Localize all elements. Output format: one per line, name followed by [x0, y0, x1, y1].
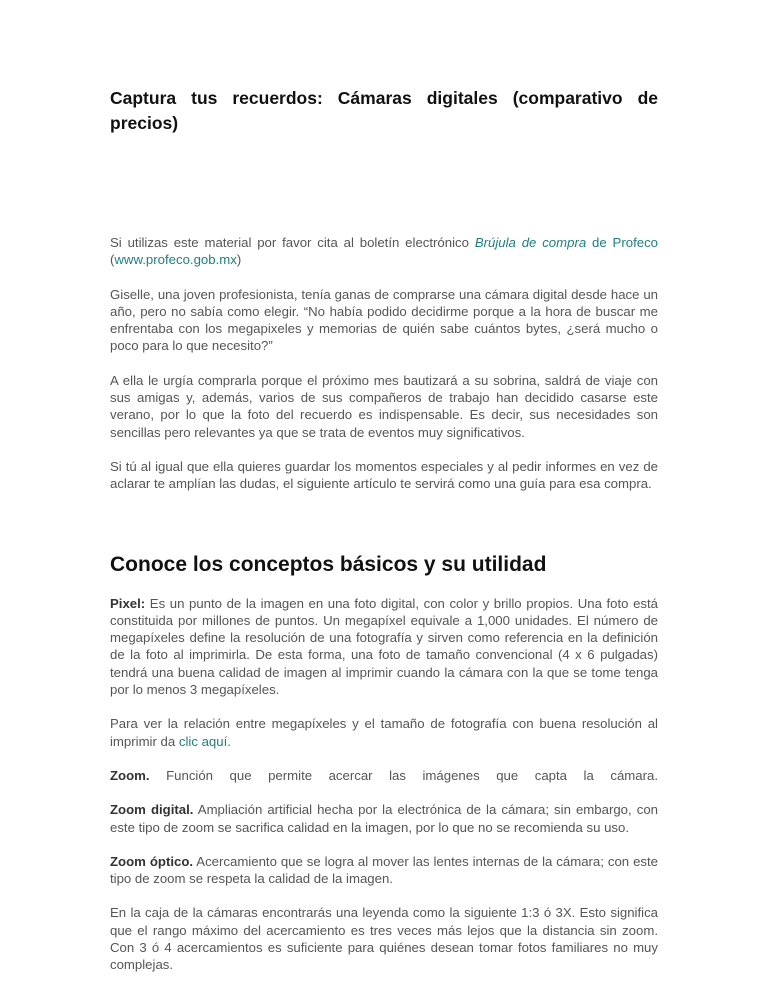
intro-paragraph: A ella le urgía comprarla porque el próximo mes bautizará a su sobrina, saldrá de viaje con sus amigas y, además, varios de sus compañeros de trabajo han decidido casarse este verano, por lo que la foto del recuerdo es indispensable. Es decir, sus necesidades son sencillas pero relevantes ya que se trata de eventos muy significativos. [110, 372, 658, 440]
section-heading: Conoce los conceptos básicos y su utilidad [110, 552, 547, 576]
intro-paragraph: Giselle, una joven profesionista, tenía ganas de comprarse una cámara digital desde hace un año, pero no sabía como elegir. “No había podido decidirme porque a la hora de buscar me enfrentaba con los megapixeles y memorias de quién sabe cuántos bytes, ¿será mucho o poco para lo que necesito?” [110, 286, 658, 354]
brujula-link[interactable]: Brújula de compra [474, 235, 587, 250]
definition-text: Acercamiento que se logra al mover las lentes internas de la cámara; con este tipo de zoom se respeta la calidad de la imagen. [110, 853, 658, 887]
profeco-link[interactable]: Profeco [612, 235, 658, 250]
term: Zoom digital. [110, 802, 194, 818]
relation-text: Para ver la relación entre megapíxeles y el tamaño de fotografía con buena resolución al imprimir da [110, 716, 658, 749]
citation-paragraph [110, 234, 658, 269]
paren: ( [110, 252, 115, 268]
citation-text: Si utilizas este material por favor cita al boletín electrónico [110, 235, 475, 250]
zoom-optico-definition [110, 853, 658, 888]
profeco-url-link[interactable]: www.profeco.gob.mx [114, 252, 237, 268]
closing-paragraph: En la caja de la cámaras encontrarás una leyenda como la siguiente 1:3 ó 3X. Esto significa que el rango máximo del acercamiento es tres veces más lejos que la distancia sin zoom. Con 3 ó 4 acercamientos es suficiente para quiénes desean tomar fotos familiares no muy complejas. [110, 905, 658, 973]
definition-text: Es un punto de la imagen en una foto digital, con color y brillo propios. Una foto está constituida por millones de puntos. Un megapíxel equivale a 1,000 unidades. El número de megapíxeles define la resolución de una fotografía y sirven como referencia en la definición de la foto al imprimirla. De esta forma, una foto de tamaño convencional (4 x 6 pulgadas) tendrá una buena calidad de imagen al imprimir cuando la cámara con la que se tome tenga por lo menos 3 megapíxeles. [110, 595, 658, 698]
relation-paragraph [110, 715, 658, 750]
definition-text: Función que permite acercar las imágenes que capta la cámara. [149, 767, 658, 783]
paren: ) [236, 252, 242, 268]
document-title: Captura tus recuerdos: Cámaras digitales (comparativo de precios) [110, 88, 658, 133]
link-period[interactable]: . [227, 733, 231, 749]
intro-paragraph: Si tú al igual que ella quieres guardar los momentos especiales y al pedir informes en vez de aclarar te amplían las dudas, el siguiente artículo te servirá como una guía para esa compra. [110, 458, 658, 492]
zoom-definition [110, 767, 658, 784]
document-page [110, 86, 658, 991]
clic-aqui-link[interactable]: clic aquí [178, 733, 228, 749]
term: Pixel: [110, 595, 146, 611]
definition-text: Ampliación artificial hecha por la electrónica de la cámara; sin embargo, con este tipo de zoom se sacrifica calidad en la imagen, por lo que no se recomienda su uso. [110, 802, 658, 835]
zoom-digital-definition [110, 801, 658, 836]
de-link-text[interactable]: de [586, 235, 613, 250]
term: Zoom óptico. [110, 853, 194, 869]
term: Zoom. [110, 767, 150, 783]
pixel-definition [110, 595, 658, 699]
